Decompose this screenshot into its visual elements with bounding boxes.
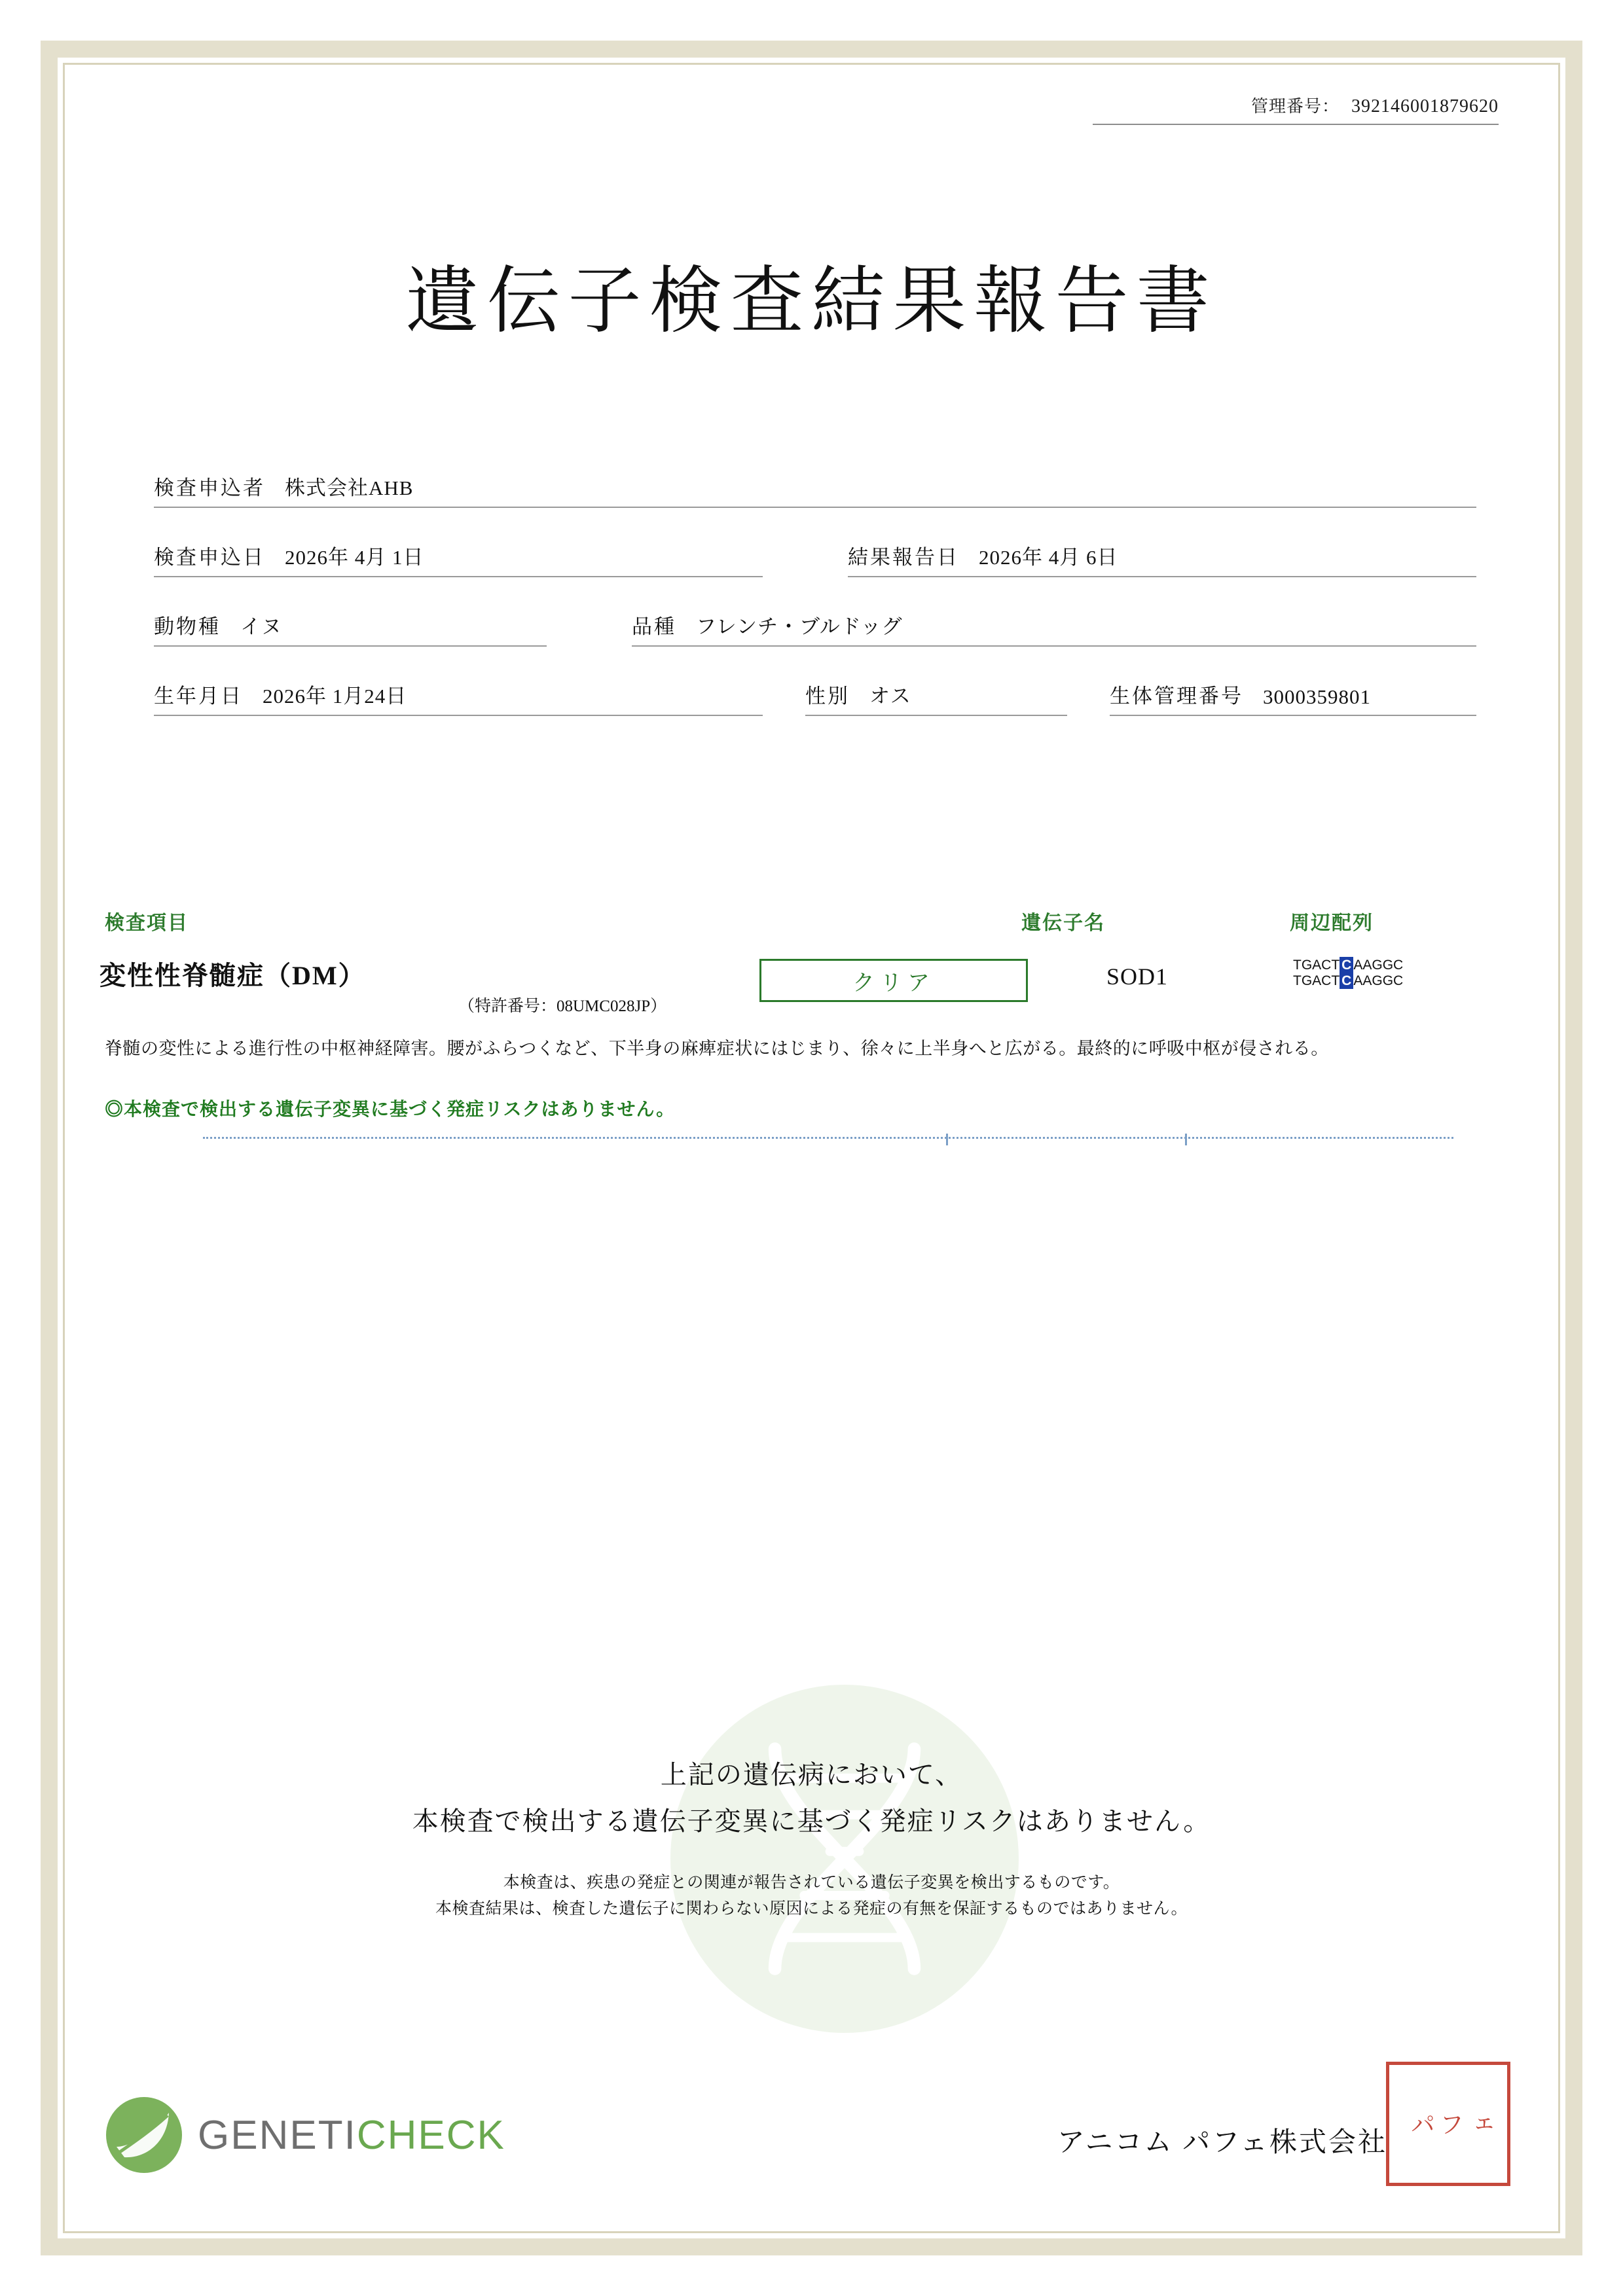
footer <box>85 2060 1538 2198</box>
field-birthdate <box>154 679 763 716</box>
field-sex <box>805 679 1067 716</box>
result-status-badge: クリア <box>759 959 1028 1002</box>
summary-block <box>85 1754 1538 1922</box>
seq1-highlight: C <box>1340 957 1353 973</box>
info-row-species <box>154 610 1476 647</box>
control-number-label: 管理番号： <box>1250 97 1340 116</box>
applicant-value: 株式会社AHB <box>285 476 414 499</box>
result-row <box>85 952 1538 1120</box>
field-animal-id <box>1110 679 1476 716</box>
sex-label: 性別 <box>805 685 850 708</box>
info-block <box>154 471 1476 749</box>
apply-date-label: 検査申込日 <box>154 546 265 569</box>
disease-description: 脊髄の変性による進行性の中枢神経障害。腰がふらつくなど、下半身の麻痺症状にはじまり、徐々に上半身へと広がる。最終的に呼吸中枢が侵される。 <box>105 1039 1329 1058</box>
col-header-sequence: 周辺配列 <box>1290 912 1374 934</box>
seq2-prefix: TGACT <box>1293 973 1340 988</box>
col-header-gene-name: 遺伝子名 <box>1021 912 1105 934</box>
summary-note-line-1: 本検査は、疾患の発症との関連が報告されている遺伝子変異を検出するものです。 <box>503 1873 1120 1892</box>
seq1-suffix: AAGGC <box>1353 958 1404 973</box>
leaf-icon <box>105 2096 183 2174</box>
company-name: アニコム パフェ株式会社 <box>1057 2128 1387 2158</box>
divider-tick-1 <box>946 1134 948 1145</box>
geneticheck-logo <box>105 2096 505 2174</box>
risk-note: ◎本検査で検出する遺伝子変異に基づく発症リスクはありません。 <box>105 1100 676 1120</box>
control-number-value: 392146001879620 <box>1351 96 1499 117</box>
birthdate-label: 生年月日 <box>154 685 243 708</box>
company-seal <box>1386 2062 1510 2186</box>
section-divider <box>203 1137 1453 1139</box>
summary-note <box>85 1869 1538 1922</box>
sex-value: オス <box>869 685 911 708</box>
animal-id-value: 3000359801 <box>1263 685 1371 708</box>
seq2-highlight: C <box>1340 973 1353 989</box>
field-report-date <box>848 541 1476 577</box>
field-breed <box>632 610 1476 647</box>
disease-name: 変性性脊髄症（DM） <box>100 961 366 990</box>
info-row-applicant <box>154 471 1476 508</box>
col-header-test-item: 検査項目 <box>105 912 189 934</box>
sequence-block <box>1293 958 1509 989</box>
report-date-value: 2026年 4月 6日 <box>979 546 1118 569</box>
species-label: 動物種 <box>154 615 221 638</box>
apply-date-value: 2026年 4月 1日 <box>285 546 424 569</box>
applicant-label: 検査申込者 <box>154 476 265 499</box>
divider-tick-2 <box>1185 1134 1187 1145</box>
species-value: イヌ <box>240 615 282 638</box>
page-title: 遺伝子検査結果報告書 <box>405 261 1218 342</box>
logo-text-part1: GENETI <box>198 2112 357 2158</box>
gene-name: SOD1 <box>1106 963 1169 990</box>
info-row-birth <box>154 679 1476 716</box>
summary-note-line-2: 本検査結果は、検査した遺伝子に関わらない原因による発症の有無を保証するものではありません。 <box>435 1899 1188 1918</box>
field-apply-date <box>154 541 763 577</box>
summary-line-1: 上記の遺伝病において、 <box>660 1761 963 1789</box>
field-species <box>154 610 547 647</box>
seq1-prefix: TGACT <box>1293 958 1340 973</box>
patent-number: （特許番号：08UMC028JP） <box>458 997 667 1015</box>
sequence-line-2 <box>1293 973 1403 988</box>
animal-id-label: 生体管理番号 <box>1110 685 1243 708</box>
results-section <box>85 906 1538 1120</box>
report-date-label: 結果報告日 <box>848 546 959 569</box>
info-row-dates <box>154 541 1476 577</box>
breed-value: フレンチ・ブルドッグ <box>696 615 903 638</box>
logo-text-part2: CHECK <box>356 2112 505 2158</box>
results-header <box>85 906 1538 943</box>
breed-label: 品種 <box>632 615 676 638</box>
control-number-row <box>1093 93 1499 125</box>
seq2-suffix: AAGGC <box>1353 973 1404 988</box>
document-content <box>85 79 1538 2217</box>
field-applicant <box>154 471 1476 508</box>
seal-col-3: ェ <box>1463 2111 1491 2136</box>
logo-wordmark <box>198 2112 505 2159</box>
seal-col-2: フ <box>1434 2111 1463 2136</box>
seal-col-1: パ <box>1406 2111 1434 2136</box>
sequence-line-1 <box>1293 958 1403 973</box>
summary-line-2: 本検査で検出する遺伝子変異に基づく発症リスクはありません。 <box>412 1807 1211 1836</box>
birthdate-value: 2026年 1月24日 <box>263 685 407 708</box>
